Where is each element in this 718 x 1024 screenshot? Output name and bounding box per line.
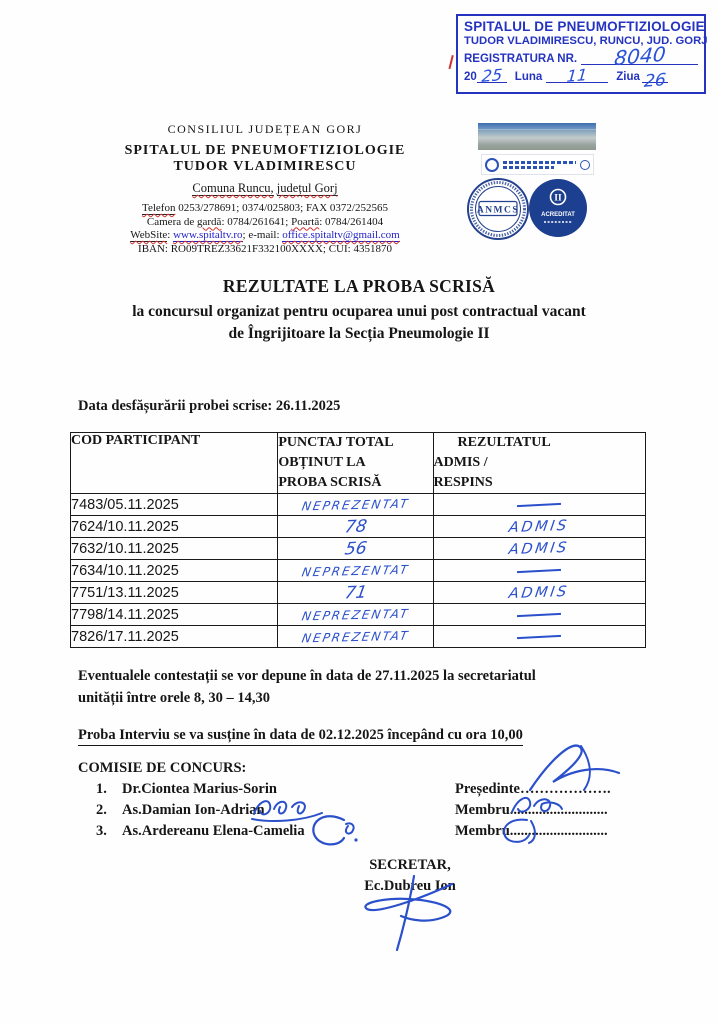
phone-numbers: 0253/278691; 0374/025803; FAX 0372/252565 bbox=[175, 202, 388, 214]
contestation-line2: unității între orele 8, 30 – 14,30 bbox=[78, 689, 270, 706]
accreditation-banner bbox=[481, 154, 594, 175]
stamp-registry-number-handwritten: 8040 bbox=[612, 41, 667, 71]
stamp-registry-line bbox=[581, 41, 698, 71]
document-title: REZULTATE LA PROBA SCRISĂ bbox=[222, 276, 496, 296]
signature-secretary bbox=[356, 872, 471, 959]
result-handwritten bbox=[433, 560, 645, 582]
dash-mark bbox=[517, 613, 561, 617]
stamp-year-line bbox=[477, 65, 507, 86]
score-handwritten: 56 bbox=[278, 538, 433, 560]
signature-membru-2 bbox=[493, 816, 553, 851]
letterhead bbox=[80, 122, 450, 256]
member-number: 3. bbox=[96, 823, 107, 839]
score-handwritten: NEPREZENTAT bbox=[278, 494, 433, 516]
web-line bbox=[80, 229, 450, 243]
participant-code: 7634/10.11.2025 bbox=[71, 560, 278, 582]
colon: : bbox=[167, 229, 174, 241]
grade-seal bbox=[529, 179, 587, 237]
result-handwritten bbox=[433, 604, 645, 626]
table-row bbox=[71, 516, 646, 538]
member-number: 2. bbox=[96, 802, 107, 818]
hospital-photo bbox=[478, 123, 596, 150]
member-role: Membru........................... bbox=[455, 823, 608, 839]
dash-mark bbox=[517, 569, 561, 573]
registry-stamp bbox=[456, 14, 706, 94]
result-handwritten bbox=[433, 626, 645, 648]
table-row bbox=[71, 538, 646, 560]
website-label: WebSite bbox=[130, 229, 168, 241]
table-header-cell-score bbox=[278, 433, 433, 494]
result-handwritten: ADMIS bbox=[433, 516, 645, 538]
svg-text:II: II bbox=[554, 193, 562, 204]
participant-code: 7632/10.11.2025 bbox=[71, 538, 278, 560]
document-title-block bbox=[0, 276, 718, 343]
member-number: 1. bbox=[96, 781, 107, 797]
score-handwritten: 71 bbox=[278, 582, 433, 604]
stamp-month-line bbox=[546, 65, 608, 86]
gate-number: : 0784/261404 bbox=[319, 215, 384, 228]
member-role: Președinte………………. bbox=[455, 781, 611, 797]
stamp-month-label: Luna bbox=[514, 71, 543, 83]
stamp-registry-row bbox=[464, 41, 698, 71]
table-row bbox=[71, 626, 646, 648]
hospital-address bbox=[80, 181, 450, 196]
signature-ardereanu bbox=[306, 812, 362, 857]
result-header-line2: ADMIS / bbox=[433, 455, 488, 470]
score-header-line3: PROBA SCRISĂ bbox=[278, 475, 382, 490]
stamp-day-label: Ziua bbox=[616, 71, 640, 83]
score-handwritten: NEPREZENTAT bbox=[278, 626, 433, 648]
contact-block bbox=[80, 202, 450, 256]
member-name: As.Damian Ion-Adrian bbox=[122, 802, 265, 818]
stamp-year-prefix: 20 bbox=[464, 71, 477, 83]
table-row bbox=[71, 560, 646, 582]
table-row bbox=[71, 582, 646, 604]
svg-text:ANMCS: ANMCS bbox=[476, 205, 520, 216]
banner-logo-icon bbox=[485, 158, 499, 172]
document-subtitle-2: de Îngrijitoare la Secția Pneumologie II bbox=[228, 325, 490, 342]
score-handwritten: 78 bbox=[278, 516, 433, 538]
phone-line bbox=[80, 202, 450, 216]
score-handwritten: NEPREZENTAT bbox=[278, 560, 433, 582]
address-commune: Comuna Runcu, bbox=[192, 181, 274, 195]
table-header-row bbox=[71, 433, 646, 494]
hospital-name-line1: SPITALUL DE PNEUMOFTIZIOLOGIE bbox=[124, 143, 406, 158]
member-name: Dr.Ciontea Marius-Sorin bbox=[122, 781, 277, 797]
banner-seal-icon bbox=[580, 160, 590, 170]
guard-prefix: Camera de bbox=[146, 215, 197, 228]
guard-line bbox=[80, 216, 450, 230]
svg-text:ACREDITAT: ACREDITAT bbox=[541, 212, 575, 218]
participant-code: 7798/14.11.2025 bbox=[71, 604, 278, 626]
stamp-month-handwritten: 11 bbox=[566, 65, 589, 86]
stamp-registry-label: REGISTRATURA NR. bbox=[464, 53, 578, 65]
results-table-body bbox=[71, 494, 646, 648]
email-label: ; e-mail: bbox=[242, 229, 283, 241]
participant-code: 7826/17.11.2025 bbox=[71, 626, 278, 648]
commission-heading: COMISIE DE CONCURS: bbox=[78, 760, 247, 776]
score-handwritten: NEPREZENTAT bbox=[278, 604, 433, 626]
score-header-line1: PUNCTAJ TOTAL bbox=[278, 435, 394, 450]
result-header-line3: RESPINS bbox=[433, 475, 493, 490]
table-row bbox=[71, 494, 646, 516]
participant-code: 7483/05.11.2025 bbox=[71, 494, 278, 516]
authority-name: CONSILIUL JUDEȚEAN GORJ bbox=[167, 122, 363, 136]
dash-mark bbox=[517, 503, 561, 507]
secretary-title: SECRETAR, bbox=[369, 857, 451, 873]
anmcs-seal bbox=[468, 179, 528, 239]
commission-member bbox=[96, 823, 641, 844]
member-name: As.Ardereanu Elena-Camelia bbox=[122, 823, 305, 839]
hospital-name-line2: TUDOR VLADIMIRESCU bbox=[173, 159, 357, 174]
table-row bbox=[71, 604, 646, 626]
dash-mark bbox=[517, 635, 561, 639]
secretary-name: Ec.Dubreu Ion bbox=[364, 878, 456, 894]
iban-line: IBAN: RO09TREZ33621F332100XXXX; CUI: 4351870 bbox=[138, 242, 392, 255]
result-handwritten bbox=[433, 494, 645, 516]
stamp-day-handwritten: 26 bbox=[643, 70, 667, 92]
accreditation-seals bbox=[458, 175, 602, 248]
table-header-cell-code: COD PARTICIPANT bbox=[71, 433, 278, 494]
website-url: www.spitaltv.ro bbox=[173, 229, 243, 241]
phone-label: Telefon bbox=[142, 202, 176, 214]
stamp-hospital-location: TUDOR VLADIMIRESCU, RUNCU, JUD. GORJ bbox=[464, 35, 708, 47]
contestation-note bbox=[78, 666, 670, 709]
document-subtitle-1: la concursul organizat pentru ocuparea unui post contractual vacant bbox=[132, 303, 586, 320]
score-header-line2: OBȚINUT LA bbox=[278, 455, 366, 470]
email-address: office.spitaltv@gmail.com bbox=[282, 229, 400, 241]
photo-caption-strip bbox=[478, 123, 596, 130]
exam-date-line: Data desfășurării probei scrise: 26.11.2025 bbox=[78, 398, 341, 414]
contestation-line1: Eventualele contestații se vor depune în data de 27.11.2025 la secretariatul bbox=[78, 668, 536, 684]
stamp-year-handwritten: 25 bbox=[480, 65, 503, 86]
participant-code: 7751/13.11.2025 bbox=[71, 582, 278, 604]
result-header-line1: REZULTATUL bbox=[457, 435, 551, 450]
stamp-hospital-name: SPITALUL DE PNEUMOFTIZIOLOGIE bbox=[464, 19, 705, 34]
banner-text-lines bbox=[503, 159, 576, 171]
participant-code: 7624/10.11.2025 bbox=[71, 516, 278, 538]
address-county: județul Gorj bbox=[276, 181, 338, 195]
results-table bbox=[70, 432, 646, 648]
result-handwritten: ADMIS bbox=[433, 538, 645, 560]
gate-word: Poartă bbox=[291, 215, 320, 228]
guard-word: gardă bbox=[197, 215, 222, 228]
table-header-cell-result bbox=[433, 433, 645, 494]
stamp-date-row bbox=[464, 65, 698, 92]
stamp-day-line bbox=[642, 69, 668, 92]
interview-note: Proba Interviu se va susține în data de 02.12.2025 începând cu ora 10,00 bbox=[78, 727, 523, 746]
guard-number: : 0784/261641; bbox=[221, 215, 292, 228]
member-role: Membru........................... bbox=[455, 802, 608, 818]
result-handwritten: ADMIS bbox=[433, 582, 645, 604]
